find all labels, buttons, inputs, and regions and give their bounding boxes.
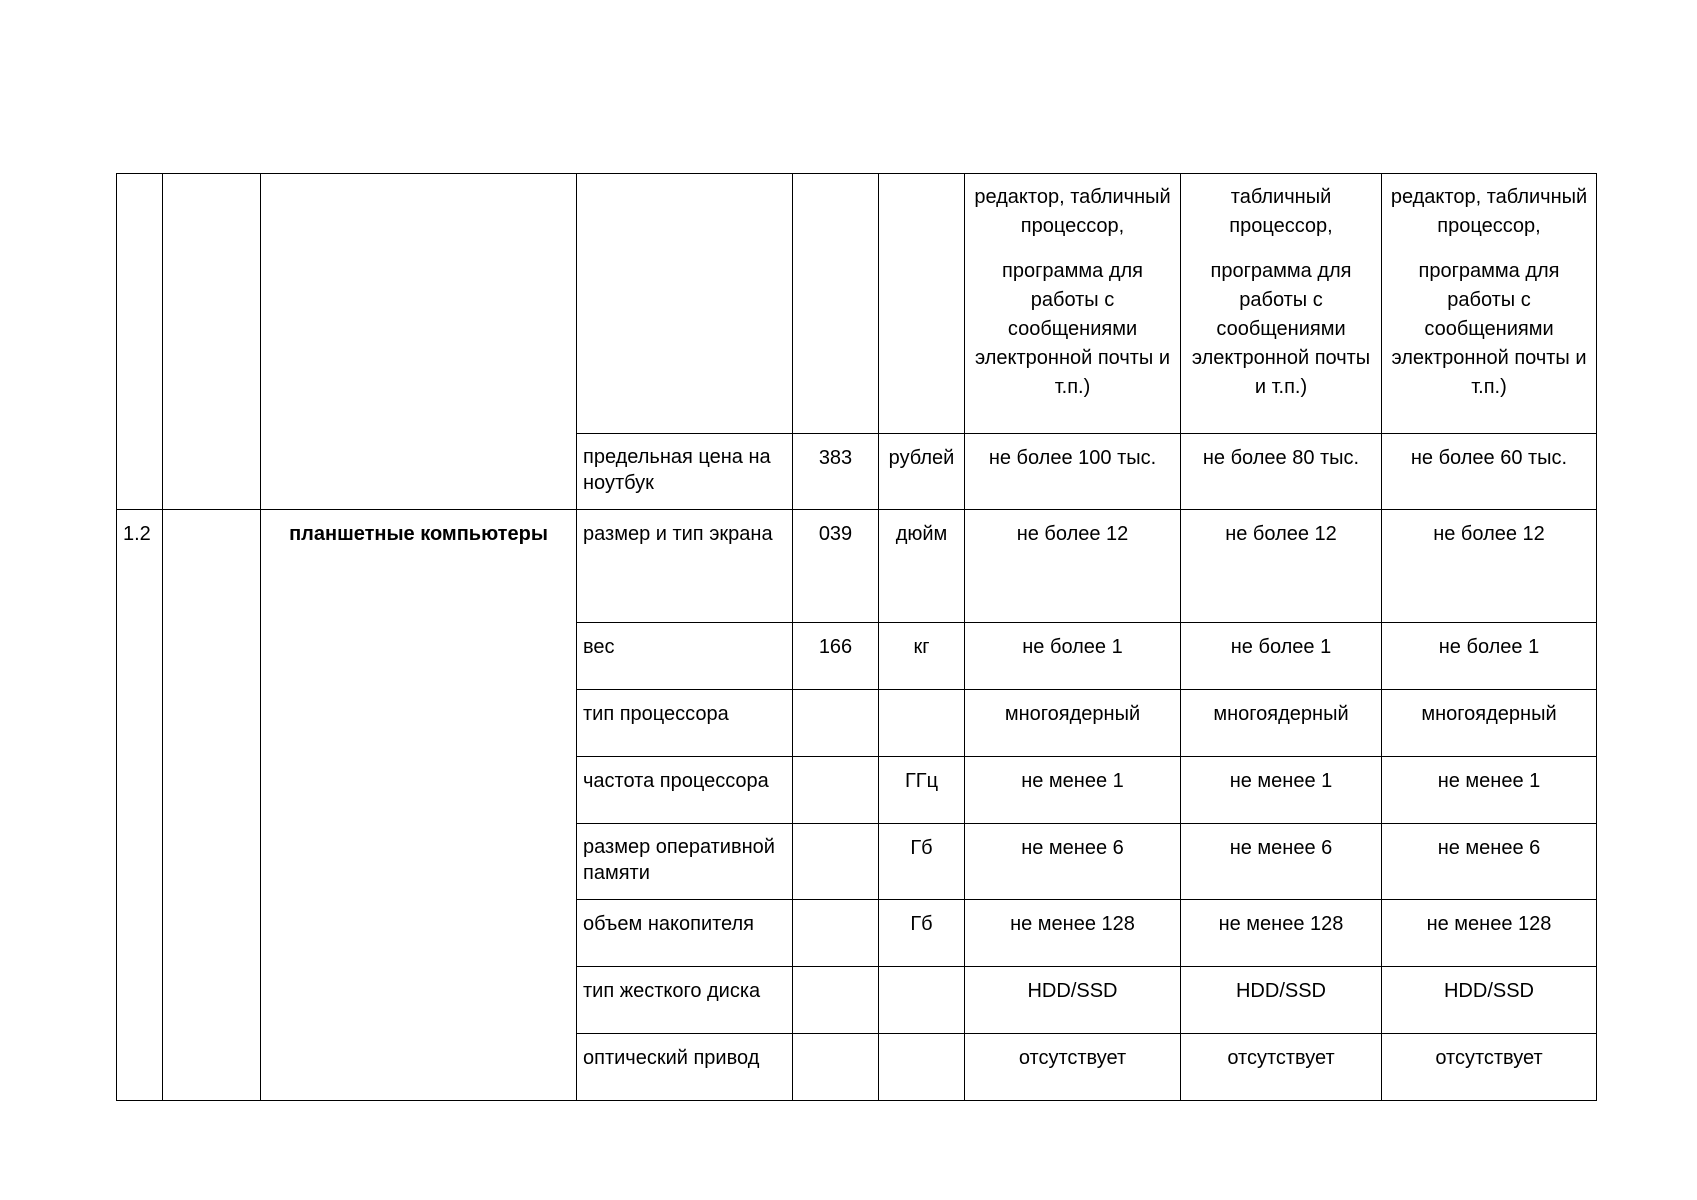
value-cell: не менее 1 xyxy=(965,757,1181,824)
value-cell: не более 1 xyxy=(965,623,1181,690)
characteristic-cell: предельная цена на ноутбук xyxy=(577,434,793,510)
value-text: табличный процессор, xyxy=(1229,186,1333,237)
value-cell-col8 xyxy=(1181,174,1382,434)
okei-code-cell xyxy=(793,967,879,1034)
code-cell-empty xyxy=(163,174,261,510)
value-cell: HDD/SSD xyxy=(1181,967,1382,1034)
okei-code-cell: 039 xyxy=(793,510,879,623)
value-cell: не менее 128 xyxy=(1181,900,1382,967)
okei-code-cell xyxy=(793,824,879,900)
value-cell: отсутствует xyxy=(965,1034,1181,1101)
value-cell: не менее 1 xyxy=(1382,757,1597,824)
unit-cell xyxy=(879,690,965,757)
value-cell: не более 60 тыс. xyxy=(1382,434,1597,510)
value-cell: не более 12 xyxy=(1181,510,1382,623)
unit-cell: Гб xyxy=(879,900,965,967)
value-cell: не более 100 тыс. xyxy=(965,434,1181,510)
value-cell: не менее 1 xyxy=(1181,757,1382,824)
characteristic-cell: частота процессора xyxy=(577,757,793,824)
okei-code-cell: 383 xyxy=(793,434,879,510)
value-text: программа для работы с сообщениями электронной почты и т.п.) xyxy=(1391,260,1587,398)
value-cell: HDD/SSD xyxy=(1382,967,1597,1034)
name-cell-empty xyxy=(261,174,577,510)
value-cell: не более 80 тыс. xyxy=(1181,434,1382,510)
section-name-cell: планшетные компьютеры xyxy=(261,510,577,1101)
specification-table xyxy=(116,173,1597,1101)
value-cell: не менее 6 xyxy=(965,824,1181,900)
value-cell: HDD/SSD xyxy=(965,967,1181,1034)
unit-cell xyxy=(879,1034,965,1101)
characteristic-cell: тип жесткого диска xyxy=(577,967,793,1034)
unit-cell: дюйм xyxy=(879,510,965,623)
characteristic-cell: размер оперативной памяти xyxy=(577,824,793,900)
characteristic-cell-empty xyxy=(577,174,793,434)
value-cell: отсутствует xyxy=(1382,1034,1597,1101)
value-cell: не более 1 xyxy=(1181,623,1382,690)
code-cell-empty xyxy=(163,510,261,1101)
value-cell: не менее 128 xyxy=(965,900,1181,967)
value-cell: не менее 6 xyxy=(1181,824,1382,900)
value-cell: не более 1 xyxy=(1382,623,1597,690)
number-cell-empty xyxy=(117,174,163,510)
characteristic-cell: размер и тип экрана xyxy=(577,510,793,623)
value-text: редактор, табличный процессор, xyxy=(974,186,1171,237)
value-cell: не более 12 xyxy=(1382,510,1597,623)
value-cell: не более 12 xyxy=(965,510,1181,623)
okei-code-cell: 166 xyxy=(793,623,879,690)
value-cell-col7 xyxy=(965,174,1181,434)
characteristic-cell: объем накопителя xyxy=(577,900,793,967)
value-text: программа для работы с сообщениями электронной почты и т.п.) xyxy=(1191,260,1371,398)
table-row-continuation xyxy=(117,174,1597,434)
table-row xyxy=(117,510,1597,623)
okei-code-cell xyxy=(793,900,879,967)
okei-code-cell xyxy=(793,690,879,757)
value-cell-col9 xyxy=(1382,174,1597,434)
unit-cell: ГГц xyxy=(879,757,965,824)
characteristic-cell: вес xyxy=(577,623,793,690)
unit-cell: рублей xyxy=(879,434,965,510)
okei-code-cell-empty xyxy=(793,174,879,434)
section-number-cell: 1.2 xyxy=(117,510,163,1101)
value-cell: отсутствует xyxy=(1181,1034,1382,1101)
value-text: редактор, табличный процессор, xyxy=(1390,186,1588,237)
value-cell: многоядерный xyxy=(1181,690,1382,757)
unit-cell: Гб xyxy=(879,824,965,900)
okei-code-cell xyxy=(793,1034,879,1101)
value-cell: многоядерный xyxy=(1382,690,1597,757)
characteristic-cell: тип процессора xyxy=(577,690,793,757)
okei-code-cell xyxy=(793,757,879,824)
value-cell: не менее 128 xyxy=(1382,900,1597,967)
unit-cell: кг xyxy=(879,623,965,690)
characteristic-cell: оптический привод xyxy=(577,1034,793,1101)
value-text: программа для работы с сообщениями электронной почты и т.п.) xyxy=(974,260,1171,398)
value-cell: многоядерный xyxy=(965,690,1181,757)
value-cell: не менее 6 xyxy=(1382,824,1597,900)
unit-cell-empty xyxy=(879,174,965,434)
unit-cell xyxy=(879,967,965,1034)
